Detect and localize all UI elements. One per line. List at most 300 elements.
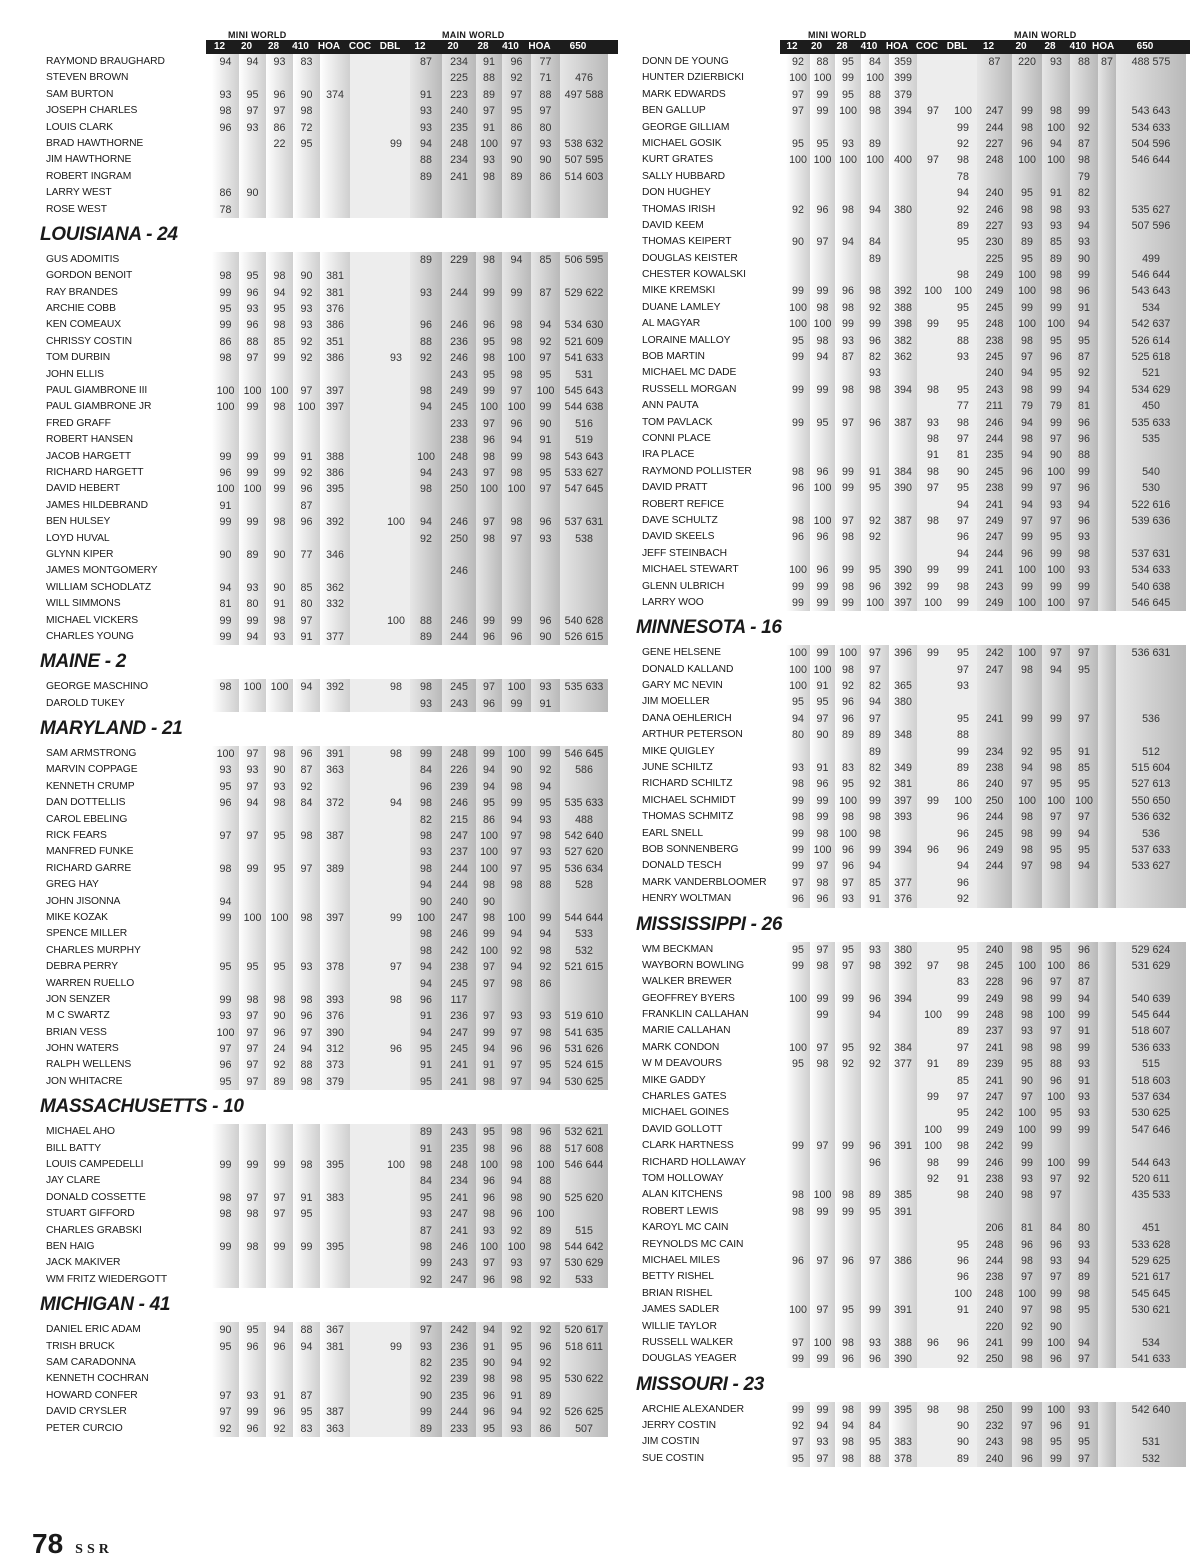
- score-cell: 98: [949, 1187, 977, 1203]
- score-cell: 374: [320, 87, 350, 103]
- score-cell: 91: [531, 432, 560, 448]
- score-cell: [861, 431, 889, 447]
- score-cell: 99: [382, 136, 410, 152]
- shooter-name: BOB SONNENBERG: [642, 843, 739, 855]
- page-number: 78: [32, 1528, 64, 1559]
- score-cell: 519 610: [560, 1008, 608, 1024]
- score-cell: 88: [293, 1322, 320, 1338]
- score-cell: 94: [410, 514, 442, 530]
- score-cell: 92: [266, 1057, 293, 1073]
- score-cell: 100: [949, 793, 977, 809]
- score-cell: 98: [476, 252, 502, 268]
- column-header-cell: HOA: [317, 41, 341, 52]
- score-cell: 97: [476, 103, 502, 119]
- score-cell: 91: [1042, 185, 1070, 201]
- score-cell: [266, 1272, 293, 1288]
- score-cell: [382, 1322, 410, 1338]
- score-cell: [239, 1272, 266, 1288]
- score-cell: 534 633: [1116, 562, 1186, 578]
- score-cell: [810, 1105, 835, 1121]
- score-cell: 93: [1070, 562, 1098, 578]
- score-cell: 246: [977, 202, 1012, 218]
- score-cell: 100: [810, 316, 835, 332]
- score-cell: 91: [410, 1057, 442, 1073]
- score-cell: [835, 497, 861, 513]
- shooter-row: [636, 891, 1190, 907]
- score-cell: [835, 974, 861, 990]
- score-cell: [1116, 1138, 1186, 1154]
- score-cell: 96: [1042, 349, 1070, 365]
- score-cell: 239: [442, 1371, 476, 1387]
- score-cell: [1042, 1138, 1070, 1154]
- score-cell: [810, 1171, 835, 1187]
- score-cell: 97: [1042, 809, 1070, 825]
- score-cell: [889, 136, 917, 152]
- score-cell: [1012, 875, 1042, 891]
- score-cell: 96: [266, 87, 293, 103]
- score-cell: [382, 1421, 410, 1437]
- score-cell: [531, 580, 560, 596]
- score-cell: [239, 1371, 266, 1387]
- score-cell: [810, 1155, 835, 1171]
- shooter-name: DONALD COSSETTE: [46, 1191, 146, 1203]
- score-cell: 97: [1070, 1351, 1098, 1367]
- score-cell: 97: [949, 431, 977, 447]
- score-cell: 92: [1070, 120, 1098, 136]
- score-cell: 98: [410, 795, 442, 811]
- shooter-name: GARY MC NEVIN: [642, 680, 723, 692]
- shooter-row: [40, 1272, 618, 1288]
- score-cell: [410, 185, 442, 201]
- score-cell: [382, 1239, 410, 1255]
- score-cell: [1098, 300, 1116, 316]
- score-cell: 550 650: [1116, 793, 1186, 809]
- state-heading: [636, 611, 1190, 645]
- score-cell: 98: [861, 283, 889, 299]
- score-cell: [786, 1237, 810, 1253]
- score-cell: 79: [1070, 169, 1098, 185]
- state-heading: [636, 1368, 1190, 1402]
- score-cell: 394: [889, 842, 917, 858]
- score-cell: 226: [442, 762, 476, 778]
- score-cell: 93: [861, 365, 889, 381]
- score-cell: 100: [502, 679, 531, 695]
- score-cell: 95: [1042, 529, 1070, 545]
- score-cell: [239, 416, 266, 432]
- score-cell: 96: [917, 842, 949, 858]
- score-cell: 94: [410, 136, 442, 152]
- score-cell: [1116, 234, 1186, 250]
- score-cell: 96: [212, 120, 239, 136]
- score-cell: 520 611: [1116, 1171, 1186, 1187]
- score-cell: 249: [442, 383, 476, 399]
- score-cell: 499: [1116, 251, 1186, 267]
- score-cell: [917, 136, 949, 152]
- score-cell: 93: [410, 103, 442, 119]
- score-cell: 92: [410, 1371, 442, 1387]
- score-cell: [502, 580, 531, 596]
- shooter-row: [636, 826, 1190, 842]
- shooter-name: WALKER BREWER: [642, 976, 732, 988]
- score-cell: 206: [977, 1220, 1012, 1236]
- score-cell: 97: [949, 513, 977, 529]
- shooter-row: [40, 696, 618, 712]
- shooter-row: [636, 793, 1190, 809]
- score-cell: 95: [810, 694, 835, 710]
- score-cell: 100: [786, 70, 810, 86]
- score-cell: 92: [531, 1322, 560, 1338]
- score-cell: 91: [212, 498, 239, 514]
- score-cell: 239: [442, 779, 476, 795]
- score-cell: 99: [212, 449, 239, 465]
- score-cell: [266, 1371, 293, 1387]
- score-cell: 544 638: [560, 399, 608, 415]
- score-cell: 93: [786, 760, 810, 776]
- shooter-row: [636, 398, 1190, 414]
- score-cell: 96: [476, 432, 502, 448]
- score-cell: 96: [1012, 1237, 1042, 1253]
- score-cell: 537 631: [560, 514, 608, 530]
- score-cell: 383: [320, 1190, 350, 1206]
- score-cell: 100: [835, 826, 861, 842]
- score-cell: 521 615: [560, 959, 608, 975]
- shooter-row: [636, 136, 1190, 152]
- score-cell: [917, 694, 949, 710]
- shooter-row: [636, 1056, 1190, 1072]
- score-cell: [786, 1319, 810, 1335]
- score-cell: 100: [949, 1286, 977, 1302]
- shooter-row: [40, 449, 618, 465]
- shooter-row: [40, 762, 618, 778]
- score-cell: 99: [810, 87, 835, 103]
- score-cell: 98: [810, 300, 835, 316]
- score-cell: 82: [410, 1355, 442, 1371]
- score-cell: 100: [810, 70, 835, 86]
- score-cell: [382, 383, 410, 399]
- page-footer: [32, 1528, 113, 1560]
- score-cell: 518 611: [560, 1339, 608, 1355]
- column-header-cell: HOA: [885, 41, 909, 52]
- score-cell: 435 533: [1116, 1187, 1186, 1203]
- score-cell: 98: [502, 367, 531, 383]
- score-cell: 98: [949, 1402, 977, 1418]
- shooter-name: FRANKLIN CALLAHAN: [642, 1009, 749, 1021]
- score-cell: 98: [1012, 1187, 1042, 1203]
- score-cell: 92: [531, 1404, 560, 1420]
- score-cell: 250: [977, 1402, 1012, 1418]
- score-cell: 92: [293, 334, 320, 350]
- shooter-name: JOHN WATERS: [46, 1043, 119, 1055]
- score-cell: 97: [239, 350, 266, 366]
- shooter-row: [636, 152, 1190, 168]
- shooter-name: PETER CURCIO: [46, 1422, 123, 1434]
- score-cell: 71: [531, 70, 560, 86]
- score-cell: [382, 1404, 410, 1420]
- score-cell: 95: [1012, 251, 1042, 267]
- score-cell: 93: [410, 844, 442, 860]
- score-cell: 392: [889, 579, 917, 595]
- score-cell: 84: [1042, 1220, 1070, 1236]
- score-cell: 98: [1012, 1434, 1042, 1450]
- score-cell: [476, 547, 502, 563]
- score-cell: [382, 828, 410, 844]
- score-cell: 94: [410, 976, 442, 992]
- score-cell: 536 634: [560, 861, 608, 877]
- score-cell: 234: [442, 54, 476, 70]
- shooter-row: [636, 169, 1190, 185]
- score-cell: 96: [212, 1057, 239, 1073]
- score-cell: 98: [917, 1155, 949, 1171]
- score-cell: 81: [1012, 1220, 1042, 1236]
- shooter-row: [636, 464, 1190, 480]
- score-cell: 99: [835, 595, 861, 611]
- score-cell: 93: [531, 531, 560, 547]
- score-cell: 72: [293, 120, 320, 136]
- score-cell: [917, 826, 949, 842]
- score-cell: 376: [320, 1008, 350, 1024]
- score-cell: 93: [835, 333, 861, 349]
- score-cell: 248: [442, 136, 476, 152]
- score-cell: [917, 1253, 949, 1269]
- score-cell: 245: [442, 1041, 476, 1057]
- score-cell: 93: [212, 87, 239, 103]
- score-cell: 544 644: [560, 910, 608, 926]
- score-cell: [835, 546, 861, 562]
- score-cell: 78: [949, 169, 977, 185]
- score-cell: [350, 795, 382, 811]
- score-cell: 246: [977, 415, 1012, 431]
- score-cell: 95: [835, 1302, 861, 1318]
- score-cell: [266, 563, 293, 579]
- shooter-name: DAVID HEBERT: [46, 483, 120, 495]
- score-cell: [1098, 1418, 1116, 1434]
- score-cell: 90: [502, 762, 531, 778]
- score-cell: [350, 1272, 382, 1288]
- score-cell: [266, 416, 293, 432]
- score-cell: 99: [917, 645, 949, 661]
- score-cell: 93: [1012, 1023, 1042, 1039]
- score-cell: [560, 976, 608, 992]
- score-cell: 100: [476, 481, 502, 497]
- shooter-row: [636, 1171, 1190, 1187]
- score-cell: [917, 744, 949, 760]
- score-cell: 90: [266, 762, 293, 778]
- score-cell: 95: [1070, 842, 1098, 858]
- score-cell: 391: [889, 1204, 917, 1220]
- main-world-label: MAIN WORLD: [1014, 30, 1077, 40]
- score-cell: [320, 613, 350, 629]
- score-cell: [1098, 333, 1116, 349]
- score-cell: [560, 268, 608, 284]
- score-cell: [889, 974, 917, 990]
- score-cell: [810, 1073, 835, 1089]
- shooter-row: [40, 432, 618, 448]
- score-cell: 95: [1070, 776, 1098, 792]
- score-cell: 96: [810, 464, 835, 480]
- shooter-name: SUE COSTIN: [642, 1452, 704, 1464]
- shooter-name: BEN HAIG: [46, 1241, 95, 1252]
- score-cell: [917, 365, 949, 381]
- score-cell: 99: [810, 1204, 835, 1220]
- score-cell: 240: [977, 776, 1012, 792]
- score-cell: 526 615: [560, 629, 608, 645]
- score-cell: 97: [1012, 858, 1042, 874]
- score-cell: 97: [1012, 349, 1042, 365]
- shooter-name: WARREN RUELLO: [46, 977, 135, 989]
- shooter-name: JACOB HARGETT: [46, 450, 132, 462]
- score-cell: 392: [320, 679, 350, 695]
- score-cell: 96: [1012, 464, 1042, 480]
- score-cell: 98: [410, 943, 442, 959]
- score-cell: [350, 1173, 382, 1189]
- score-cell: [810, 1269, 835, 1285]
- score-cell: [917, 891, 949, 907]
- score-cell: [1098, 1171, 1116, 1187]
- score-cell: [350, 120, 382, 136]
- column-header-cell: 20: [810, 41, 823, 52]
- score-cell: [786, 497, 810, 513]
- column-header: [40, 40, 618, 54]
- shooter-name: AL MAGYAR: [642, 318, 701, 330]
- results-list: [40, 54, 618, 1437]
- score-cell: 98: [266, 795, 293, 811]
- score-cell: [350, 1355, 382, 1371]
- shooter-row: [636, 480, 1190, 496]
- score-cell: 533 627: [1116, 858, 1186, 874]
- score-cell: 98: [293, 1074, 320, 1090]
- score-cell: 99: [239, 465, 266, 481]
- shooter-name: KAROYL MC CAIN: [642, 1222, 729, 1234]
- score-cell: 535 627: [1116, 202, 1186, 218]
- score-cell: 80: [239, 596, 266, 612]
- score-cell: 95: [835, 87, 861, 103]
- shooter-name: DOUGLAS YEAGER: [642, 1353, 737, 1365]
- score-cell: 93: [502, 1255, 531, 1271]
- score-cell: 99: [239, 399, 266, 415]
- score-cell: [442, 547, 476, 563]
- score-cell: [786, 398, 810, 414]
- score-cell: [786, 1073, 810, 1089]
- score-cell: 388: [889, 1335, 917, 1351]
- score-cell: 95: [1042, 365, 1070, 381]
- score-cell: [266, 367, 293, 383]
- score-cell: 94: [1070, 826, 1098, 842]
- score-cell: [320, 70, 350, 86]
- score-cell: [889, 1269, 917, 1285]
- score-cell: 98: [949, 958, 977, 974]
- score-cell: 93: [917, 415, 949, 431]
- shooter-row: [636, 1434, 1190, 1450]
- score-cell: 99: [810, 991, 835, 1007]
- score-cell: 382: [889, 333, 917, 349]
- score-cell: [1098, 1269, 1116, 1285]
- score-cell: 521 609: [560, 334, 608, 350]
- score-cell: [382, 169, 410, 185]
- score-cell: [320, 531, 350, 547]
- score-cell: [212, 1272, 239, 1288]
- score-cell: [1012, 891, 1042, 907]
- score-cell: 99: [266, 465, 293, 481]
- score-cell: 96: [502, 629, 531, 645]
- score-cell: 100: [212, 746, 239, 762]
- score-cell: 537 631: [1116, 546, 1186, 562]
- score-cell: 94: [212, 54, 239, 70]
- score-cell: [293, 1371, 320, 1387]
- score-cell: 242: [442, 943, 476, 959]
- score-cell: 245: [442, 399, 476, 415]
- score-cell: [917, 1105, 949, 1121]
- score-cell: 100: [382, 514, 410, 530]
- score-cell: 234: [442, 152, 476, 168]
- score-cell: [1070, 1204, 1098, 1220]
- score-cell: [1116, 447, 1186, 463]
- score-cell: [1098, 694, 1116, 710]
- score-cell: 99: [835, 480, 861, 496]
- score-cell: [266, 1124, 293, 1140]
- score-cell: 97: [502, 1025, 531, 1041]
- score-cell: 87: [293, 762, 320, 778]
- shooter-row: [40, 152, 618, 168]
- shooter-row: [636, 1351, 1190, 1367]
- score-cell: [917, 529, 949, 545]
- score-cell: 99: [810, 645, 835, 661]
- score-cell: 98: [1012, 809, 1042, 825]
- score-cell: 99: [212, 514, 239, 530]
- score-cell: [1098, 497, 1116, 513]
- score-cell: 99: [1012, 1335, 1042, 1351]
- score-cell: 95: [949, 1237, 977, 1253]
- score-cell: [382, 1272, 410, 1288]
- score-cell: [239, 696, 266, 712]
- score-cell: 100: [949, 283, 977, 299]
- score-cell: [835, 1073, 861, 1089]
- score-cell: 95: [786, 1056, 810, 1072]
- score-cell: [382, 1124, 410, 1140]
- score-cell: 506 595: [560, 252, 608, 268]
- score-cell: 97: [502, 531, 531, 547]
- score-cell: 249: [977, 283, 1012, 299]
- score-cell: 99: [1042, 579, 1070, 595]
- score-cell: [382, 1074, 410, 1090]
- score-cell: 98: [1012, 1007, 1042, 1023]
- shooter-name: MICHAEL AHO: [46, 1126, 115, 1138]
- score-cell: [786, 1171, 810, 1187]
- shooter-name: DUANE LAMLEY: [642, 301, 721, 313]
- score-cell: 99: [786, 579, 810, 595]
- score-cell: 367: [320, 1322, 350, 1338]
- score-cell: 531: [1116, 1434, 1186, 1450]
- state-title: MISSISSIPPI - 26: [636, 913, 783, 935]
- header-name-spacer: [40, 40, 206, 54]
- score-cell: [917, 1286, 949, 1302]
- score-cell: 533: [560, 1272, 608, 1288]
- score-cell: 99: [239, 613, 266, 629]
- score-cell: 93: [239, 762, 266, 778]
- score-cell: 512: [1116, 744, 1186, 760]
- score-cell: 346: [320, 547, 350, 563]
- shooter-name: DANIEL ERIC ADAM: [46, 1324, 141, 1336]
- score-cell: 93: [835, 891, 861, 907]
- shooter-name: MARVIN COPPAGE: [46, 764, 138, 776]
- score-cell: [350, 762, 382, 778]
- score-cell: 91: [917, 447, 949, 463]
- score-cell: [1098, 70, 1116, 86]
- score-cell: 238: [442, 432, 476, 448]
- score-cell: 98: [861, 826, 889, 842]
- score-cell: [786, 974, 810, 990]
- column-group-labels: [636, 30, 1190, 40]
- score-cell: [293, 877, 320, 893]
